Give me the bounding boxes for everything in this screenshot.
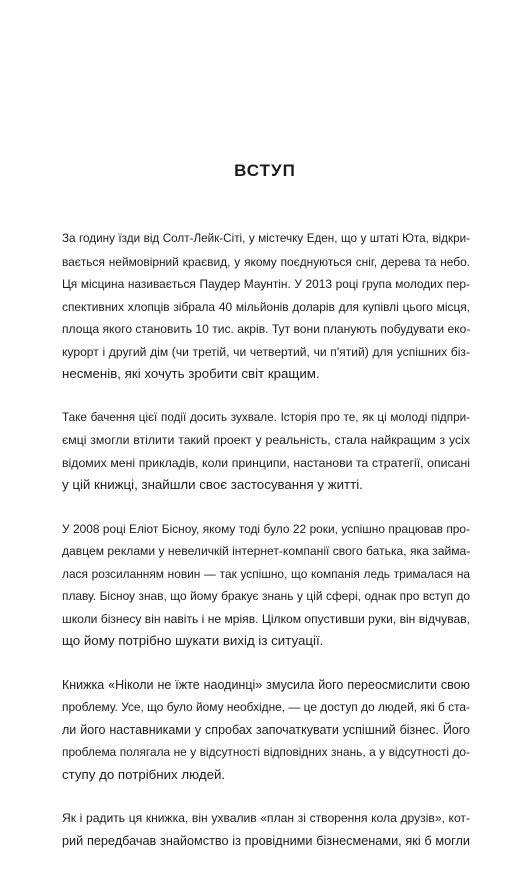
text-line: Як і радить ця книжка, він ухвалив «план зі створення кола друзів», кот- [62, 811, 470, 825]
text-line: лася розсиланням новин — так успішно, що компанія ледь трималася на [62, 566, 470, 581]
paragraph-5 [62, 807, 470, 852]
text-line: Таке бачення цієї події досить зухвале. Історія про те, як ці молоді підпри- [62, 410, 470, 424]
paragraph-1 [62, 228, 470, 386]
text-line: рий передбачав знайомство із провідними бізнесменами, які б могли [62, 833, 470, 848]
paragraph-3 [62, 518, 470, 653]
text-line: У 2008 році Еліот Бісноу, якому тоді було 22 роки, успішно працював про- [62, 521, 470, 536]
text-line: школи бізнесу він навіть і не мріяв. Цілком опустивши руки, він відчував, [62, 611, 471, 626]
text-line: давцем реклами у невеличкій інтернет-компанії свого батька, яка займа- [62, 544, 471, 558]
text-line: курорт і другий дім (чи третій, чи четвертий, чи п'ятий) для успішних біз- [62, 344, 470, 359]
paragraph-2 [62, 407, 470, 497]
chapter-body [62, 228, 470, 873]
text-line: площа якого становить 10 тис. акрів. Тут вони планують побудувати еко- [62, 322, 471, 336]
text-line: вається неймовірний краєвид, у якому поєднуються сніг, дерева та небо. [62, 254, 470, 269]
text-line: проблему. Усе, що було йому необхідне, — це доступ до людей, які б ста- [62, 700, 470, 714]
text-line: Книжка «Ніколи не їжте наодинці» змусила його переосмислити свою [62, 677, 470, 692]
text-line: що йому потрібно шукати вихід із ситуації. [62, 633, 324, 648]
text-line: у цій книжці, знайшли своє застосування у житті. [62, 477, 363, 492]
chapter-title: ВСТУП [234, 161, 296, 180]
text-line: плаву. Бісноу знав, що йому бракує знань у цій сфері, однак про вступ до [62, 589, 470, 603]
text-line: проблема полягала не у відсутності відповідних знань, а у відсутності до- [62, 745, 470, 759]
text-line: ли його наставниками у спробах започаткувати успішний бізнес. Його [62, 722, 470, 737]
text-line: ємці змогли втілити такий проект у реальність, стала найкращим з усіх [62, 433, 470, 447]
text-line: За годину їзди від Солт-Лейк-Сіті, у містечку Еден, що у штаті Юта, відкри- [62, 232, 470, 245]
text-line: відомих мені прикладів, коли принципи, настанови та стратегії, описані [62, 455, 470, 470]
text-line: Ця місцина називається Паудер Маунтін. У 2013 році група молодих пер- [62, 277, 470, 291]
text-line: ступу до потрібних людей. [62, 766, 226, 782]
paragraph-4 [62, 674, 470, 787]
text-line: спективних хлопців зібрала 40 мільйонів доларів для купівлі цього місця, [62, 299, 470, 314]
text-line: несменів, які хочуть зробити світ кращим. [62, 366, 320, 381]
